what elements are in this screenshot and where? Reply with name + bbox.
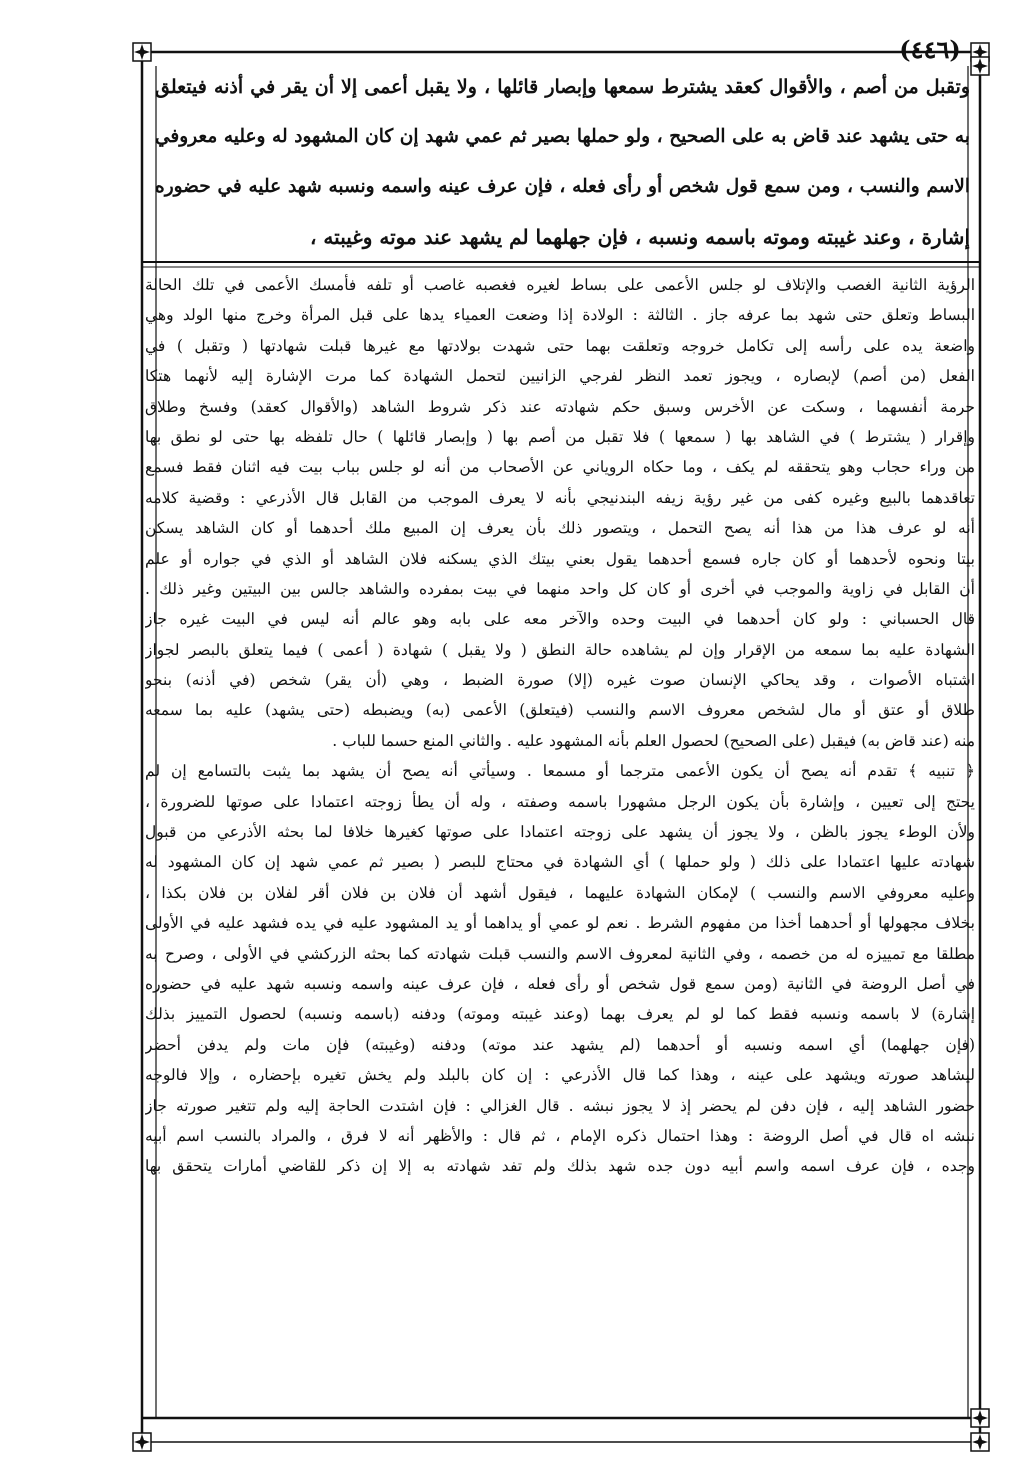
matn-line: وتقبل من أصم ، والأقوال كعقد يشترط سمعها وإبصار قائلها ، ولا يقبل أعمى إلا أن يقر في أذنه فيتعلق bbox=[155, 76, 970, 98]
matn-line: إشارة ، وعند غيبته وموته باسمه ونسبه ، فإن جهلهما لم يشهد عند موته وغيبته ، bbox=[310, 225, 970, 249]
sharh-line: وعليه معروفي الاسم والنسب ) لإمكان الشهادة عليهما ، فيقول أشهد أن فلان بن فلان أقر لفلان بن فلان بكذا ، bbox=[145, 883, 975, 902]
corner-ornament-icon bbox=[971, 1409, 989, 1427]
page-number: (٤٤٦) bbox=[899, 35, 961, 64]
sharh-line: منه (عند قاض به) فيقبل (على الصحيح) لحصول العلم بأنه المشهود عليه . والثاني المنع حسما للباب . bbox=[332, 731, 975, 750]
sharh-line: (فإن جهلهما) أي اسمه ونسبه أو أحدهما (لم يشهد عند موته) ودفنه (وغيبته) فإن مات ولم يدفن أحضر bbox=[145, 1035, 975, 1054]
matn-text bbox=[155, 62, 970, 262]
sharh-line: وجده ، فإن عرف اسمه واسم أبيه دون جده شهد بذلك ولم تفد شهادته به إلا إن ذكر للقاضي أمارات يتحقق بها bbox=[145, 1157, 975, 1176]
sharh-line: حضور الشاهد إليه ، فإن دفن لم يحضر إذ لا يجوز نبشه . قال الغزالي : فإن اشتدت الحاجة إليه ولم تتغير صورته جاز bbox=[145, 1096, 975, 1115]
sharh-line: حرمة أنفسهما ، وسكت عن الأخرس وسبق حكم شهادته عند ذكر شروط الشاهد (والأقوال كعقد) وفسخ وطلاق bbox=[145, 397, 975, 416]
sharh-line: في أصل الروضة في الثانية (ومن سمع قول شخص أو رأى فعله ، فإن عرف عينه واسمه ونسبه شهد عليه في حضوره bbox=[145, 974, 975, 993]
sharh-commentary bbox=[145, 270, 975, 1370]
sharh-line: وإقرار ( يشترط ) في الشاهد بها ( سمعها ) فلا تقبل من أصم بها ( وإبصار قائلها ) حال تلفظه بها حتى لو نطق بها bbox=[145, 427, 975, 446]
sharh-line: طلاق أو عتق أو مال لشخص معروف الاسم والنسب (فيتعلق) الأعمى (به) ويضبطه (حتى يشهد) عليه بما سمعه bbox=[145, 701, 975, 720]
sharh-line: قال الحسباني : ولو كان أحدهما في البيت وحده والآخر معه على بابه وهو عالم أنه ليس في البيت غيره جاز bbox=[145, 610, 975, 629]
sharh-line: تعاقدهما بالبيع وغيره كفى من غير رؤية زيفه البندنيجي بأنه لا يعرف الموجب من القابل قال الأذرعي : وقضية كلامه bbox=[145, 488, 975, 507]
sharh-line: الفعل (من أصم) لإبصاره ، ويجوز تعمد النظر لفرجي الزانيين لتحمل الشهادة كما مرت الإشارة إليه لأنهما هتكا bbox=[145, 367, 975, 386]
corner-ornament-icon bbox=[133, 1433, 151, 1451]
sharh-line: بخلاف مجهولها أو أحدهما أخذا من مفهوم الشرط . نعم لو عمي أو يداهما أو يد المشهود عليه في يده فشهد عليه في الأولى bbox=[145, 914, 975, 933]
sharh-line: نبشه اه قال في أصل الروضة : وهذا احتمال ذكره الإمام ، ثم قال : والأظهر أنه لا فرق ، والمراد بالنسب اسم أبيه bbox=[145, 1126, 975, 1145]
sharh-line: واضعة يده على رأسه إلى تكامل خروجه وتعلقت بهما حتى شهدت بولادتها مع غيرها قبلت شهادتها ( وتقبل ) في bbox=[145, 336, 975, 355]
sharh-line: أن القابل في زاوية والموجب في أخرى أو كان كل واحد منهما في بيت بمفرده والشاهد جالس بين البيتين وغير ذلك . bbox=[145, 579, 975, 598]
sharh-line: اشتباه الأصوات ، وقد يحاكي الإنسان صوت غيره (إلا) صورة الضبط ، وهي (أن يقر) شخص (في أذنه) بنحو bbox=[145, 671, 975, 690]
corner-ornament-icon bbox=[971, 1433, 989, 1451]
sharh-line: الرؤية الثانية الغصب والإتلاف لو جلس الأعمى على بساط لغيره فغصبه غاصب أو تلفه فأمسك الأعمى في تلك الحالة bbox=[145, 276, 975, 294]
sharh-line: ولأن الوطء يجوز بالظن ، ولا يجوز أن يشهد على زوجته اعتمادا على صوتها كغيرها خلافا لما بحثه الأذرعي من قبول bbox=[145, 823, 975, 842]
corner-ornament-icon bbox=[133, 43, 151, 61]
sharh-line: من وراء حجاب وهو يتحققه لم يكف ، وما حكاه الروياني عن الأصحاب من أنه لو جلس بباب بيت فيه اثنان فقط فسمع bbox=[145, 458, 975, 477]
sharh-line: البساط وتعلق حتى شهد بما عرفه جاز . الثالثة : الولادة إذا وضعت العمياء يدها على قبل المرأة وخرج منها الولد وهي bbox=[145, 306, 975, 325]
matn-line: به حتى يشهد عند قاض به على الصحيح ، ولو حملها بصير ثم عمي شهد إن كان المشهود له وعليه معروفي bbox=[155, 126, 970, 147]
sharh-line: بيتا ونحوه لأحدهما أو كان جاره فسمع أحدهما يقول بعني بيتك الذي يسكنه فلان الشاهد أو الذي في جواره أو علم bbox=[145, 549, 975, 568]
sharh-line: الشهادة عليه بما سمعه من الإقرار وإن لم يشاهده حالة النطق ( ولا يقبل ) شهادة ( أعمى ) فيما يتعلق بالبصر لجواز bbox=[145, 640, 975, 659]
sharh-line: مطلقا مع تمييزه له من خصمه ، وفي الثانية لمعروف الاسم والنسب قبلت شهادته كما بحثه الزركشي في الأولى ، وصرح به bbox=[145, 944, 975, 963]
sharh-line: ليشاهد صورته ويشهد على عينه ، وهذا كما قال الأذرعي : إن كان بالبلد ولم يخش تغيره بإحضاره ، وإلا فالوجه bbox=[145, 1066, 975, 1085]
sharh-line: شهادته عليها اعتمادا على ذلك ( ولو حملها ) أي الشهادة في محتاج للبصر ( بصير ثم عمي شهد إن كان المشهود له bbox=[145, 853, 975, 872]
matn-line: الاسم والنسب ، ومن سمع قول شخص أو رأى فعله ، فإن عرف عينه واسمه ونسبه شهد عليه في حضوره bbox=[155, 176, 970, 197]
sharh-line: يحتج إلى تعيين ، وإشارة بأن يكون الرجل مشهورا باسمه وصفته ، وله أن يطأ زوجته اعتمادا على صوتها للضرورة ، bbox=[145, 792, 975, 811]
sharh-line: أنه لو عرف هذا من هذا أنه يصح التحمل ، ويتصور ذلك بأن يعرف إن المبيع ملك أحدهما أو كان الشاهد يسكن bbox=[145, 519, 975, 538]
sharh-line: ﴿ تنبيه ﴾ تقدم أنه يصح أن يكون الأعمى مترجما أو مسمعا . وسيأتي أنه يصح أن يشهد بما يثبت بالتسامع إن لم bbox=[145, 762, 975, 781]
sharh-line: إشارة) لا باسمه ونسبه فقط كما لو لم يعرف بهما (وعند غيبته وموته) ودفنه (باسمه ونسبه) لحصول التمييز بذلك bbox=[145, 1005, 975, 1024]
